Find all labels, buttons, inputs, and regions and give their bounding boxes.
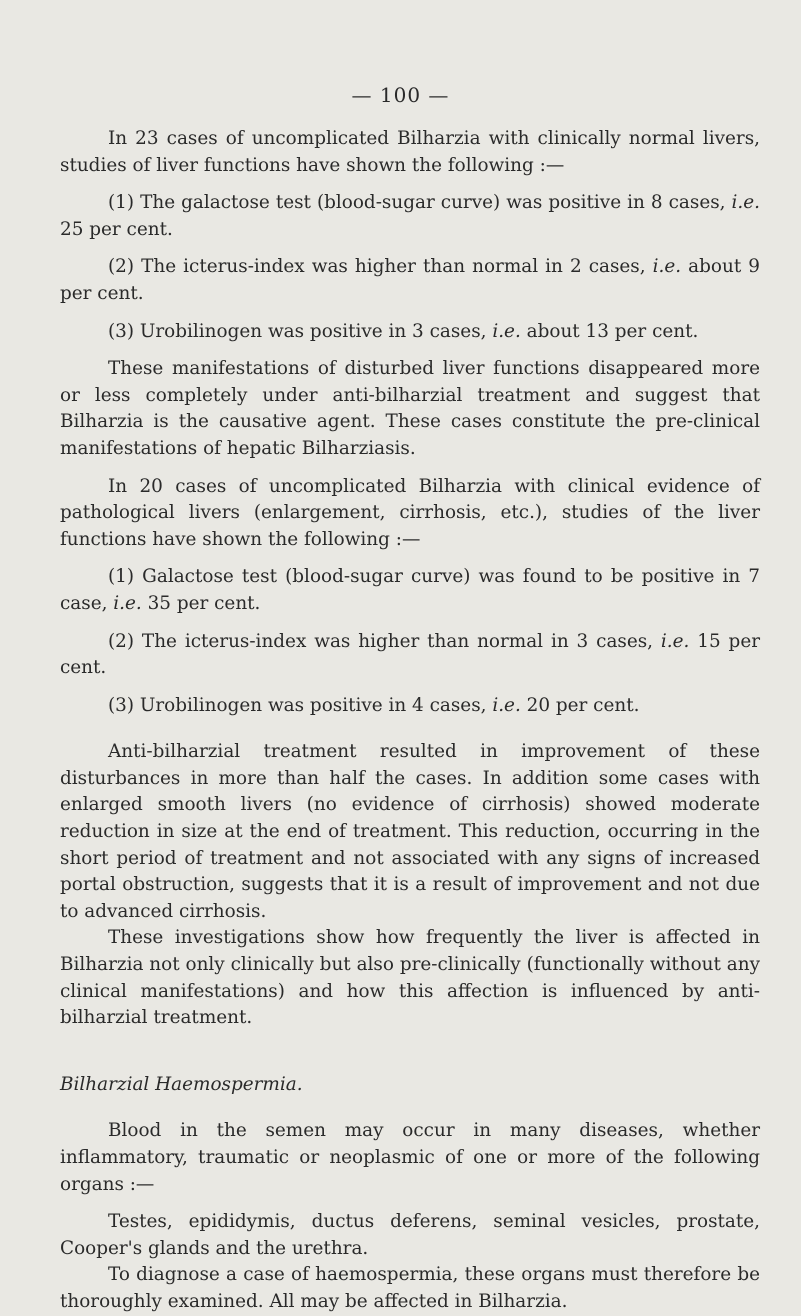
paragraph: To diagnose a case of haemospermia, these organs must therefore be thoroughly examined. All may be affected in Bilharzia.	[60, 1264, 760, 1312]
list-item: (2) The icterus-index was higher than normal in 3 cases, i.e. 15 per cent.	[60, 630, 760, 679]
paragraph: These investigations show how frequently the liver is affected in Bilharzia not only clinically but also pre-clinically (functionally without any clinical manifestations) and how this affection is influenced by anti-bilharzial treatment.	[60, 927, 760, 1029]
list-item: (1) The galactose test (blood-sugar curve) was positive in 8 cases, i.e. 25 per cent.	[60, 192, 760, 240]
paragraph: In 20 cases of uncomplicated Bilharzia with clinical evidence of pathological livers (enlargement, cirrhosis, etc.), studies of the liver functions have shown the following :—	[60, 475, 760, 550]
list-item: (3) Urobilinogen was positive in 3 cases, i.e. about 13 per cent.	[108, 320, 699, 342]
paragraph: These manifestations of disturbed liver functions disappeared more or less completely under anti-bilharzial treatment and suggest that Bilharzia is the causative agent. These cases constitute the pre-clinical manifestations of hepatic Bilharziasis.	[60, 358, 760, 459]
paragraph: Blood in the semen may occur in many diseases, whether inflammatory, traumatic or neoplasmic of one or more of the following organs :—	[60, 1120, 760, 1195]
list-item: (2) The icterus-index was higher than normal in 2 cases, i.e. about 9 per cent.	[60, 256, 760, 304]
list-item: (3) Urobilinogen was positive in 4 cases, i.e. 20 per cent.	[108, 694, 640, 716]
paragraph: Testes, epididymis, ductus deferens, seminal vesicles, prostate, Cooper's glands and the urethra.	[60, 1211, 760, 1259]
paragraph: In 23 cases of uncomplicated Bilharzia with clinically normal livers, studies of liver functions have shown the following :—	[60, 128, 760, 176]
paragraph: Anti-bilharzial treatment resulted in improvement of these disturbances in more than half the cases. In addition some cases with enlarged smooth livers (no evidence of cirrhosis) showed moderate reduction in size at the end of treatment. This reduction, occurring in the short period of treatment and not associated with any signs of increased portal obstruction, suggests that it is a result of improvement and not due to advanced cirrhosis.	[60, 741, 760, 922]
page-number: — 100 —	[351, 83, 450, 107]
section-heading: Bilharzial Haemospermia.	[60, 1073, 303, 1095]
list-item: (1) Galactose test (blood-sugar curve) was found to be positive in 7 case, i.e. 35 per cent.	[60, 566, 760, 614]
body-text	[60, 126, 760, 1316]
